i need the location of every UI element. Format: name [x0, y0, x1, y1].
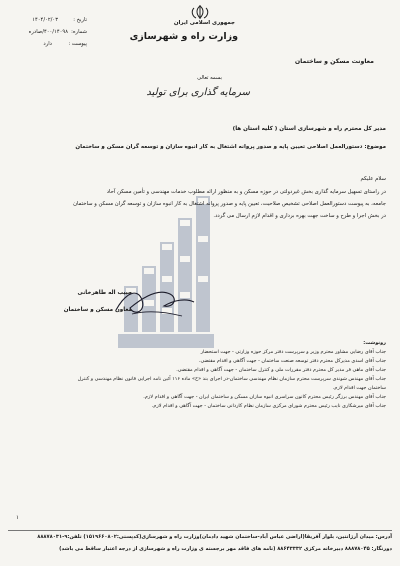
- number-value: ۴۰۰/۱۴۰۹۸/صادره: [28, 29, 68, 35]
- ministry-building-watermark: [118, 196, 214, 348]
- date-value: ۱۴۰۴/۰۲/۰۳: [32, 17, 58, 23]
- footer-divider: [8, 530, 392, 531]
- cc-line-4: جناب آقای مهندس شوندی سرپرست محترم سازمان نظام مهندسی ساختمان-در اجرای بند «ح» ماده ۱۱۶ آئین نامه اجرایی قانون نظام مهندسی و کنترل: [77, 376, 386, 382]
- cc-line-2: جناب آقای اسدی مدیرکل محترم دفتر توسعه صنعت ساختمان - جهت آگاهی و اقدام مقتضی.: [198, 358, 386, 364]
- signatory-title: معاون مسکن و ساختمان: [63, 307, 132, 313]
- cc-line-7: جناب آقای میرشکاری نایب رئیس محترم شورای مرکزی سازمان نظام کاردانی ساختمان - جهت آگاهی و اقدام لازم.: [151, 403, 386, 409]
- body-line-2: جامعه، به پیوست دستورالعمل اصلاحی تشخیص صلاحیت، تعیین پایه و صدور پروانه اشتغال به کار انبوه سازان و توسعه گران مسکن و ساختمان: [73, 201, 386, 207]
- cc-line-3: جناب آقای ماهی فر مدیر کل محترم دفتر مقررات ملی و کنترل ساختمان - جهت آگاهی و اقدام مقتضی.: [176, 367, 386, 373]
- cc-heading: رونوشت:: [363, 340, 386, 346]
- signatory-name: حبیب اله طاهرخانی: [77, 290, 132, 296]
- date-label: تاریخ :: [73, 17, 87, 23]
- bismillah: بسمه تعالی: [197, 75, 222, 81]
- page-number: ۱: [16, 515, 19, 521]
- cc-line-1: جناب آقای رضایی مشاور محترم وزیر و سرپرست دفتر مرکز حوزه وزارتی - جهت استحضار: [200, 349, 386, 355]
- ministry-name: وزارت راه و شهرسازی: [129, 31, 238, 42]
- body-line-3: در بخش اجرا و طرح و ساخت جهت بهره برداری و اقدام لازم ارسال می گردد.: [213, 213, 386, 219]
- handwritten-signature: [112, 280, 198, 320]
- attachment-label: پیوست :: [68, 41, 87, 47]
- footer-contact: دورنگار: ۸۸۸۷۸۰۴۵ دبیرخانه مرکزی ۸۸۶۴۳۳۳۲ (نامه های فاقد مهر برجسته ی وزارت راه و شهرسازی از درجه اعتبار ساقط می باشد): [59, 546, 392, 552]
- addressee: مدیر کل محترم راه و شهرسازی استان ( کلیه استان ها): [232, 126, 386, 132]
- number-label: شماره:: [71, 29, 87, 35]
- greeting: سلام علیکم: [360, 176, 386, 182]
- attachment-value: دارد: [43, 41, 52, 47]
- cc-line-5: ساختمان جهت اقدام لازم.: [332, 385, 386, 391]
- motto-calligraphy: سرمایه گذاری برای تولید: [146, 87, 250, 98]
- country-name: جمهوری اسلامی ایران: [173, 20, 235, 26]
- footer-address: آدرس: میدان آرژانتین، بلوار آفریقا(اراضی عباس آباد-ساختمان شهید دادمان)وزارت راه و شهرسازی(کدپستی:۱۵۱۹۶۶۰۸۰۲) تلفن:۹-۸۸۸۷۸۰۳۱: [37, 534, 392, 540]
- subject-line: موضوع: دستورالعمل اصلاحی تعیین پایه و صدور پروانه اشتغال به کار انبوه سازان و توسعه گران مسکن و ساختمان: [75, 144, 386, 150]
- body-line-1: در راستای تسهیل سرمایه گذاری بخش غیردولتی در حوزه مسکن و به منظور ارائه مطلوب خدمات مهندسی و تأمین مسکن آحاد: [106, 189, 386, 195]
- iran-emblem-icon: [186, 4, 214, 20]
- deputy-name: معاونت مسکن و ساختمان: [294, 58, 374, 65]
- cc-line-6: جناب آقای مهندس برزگر رئیس محترم کانون سراسری انبوه سازان مسکن و ساختمان ایران - جهت آگاهی و اقدام لازم.: [143, 394, 386, 400]
